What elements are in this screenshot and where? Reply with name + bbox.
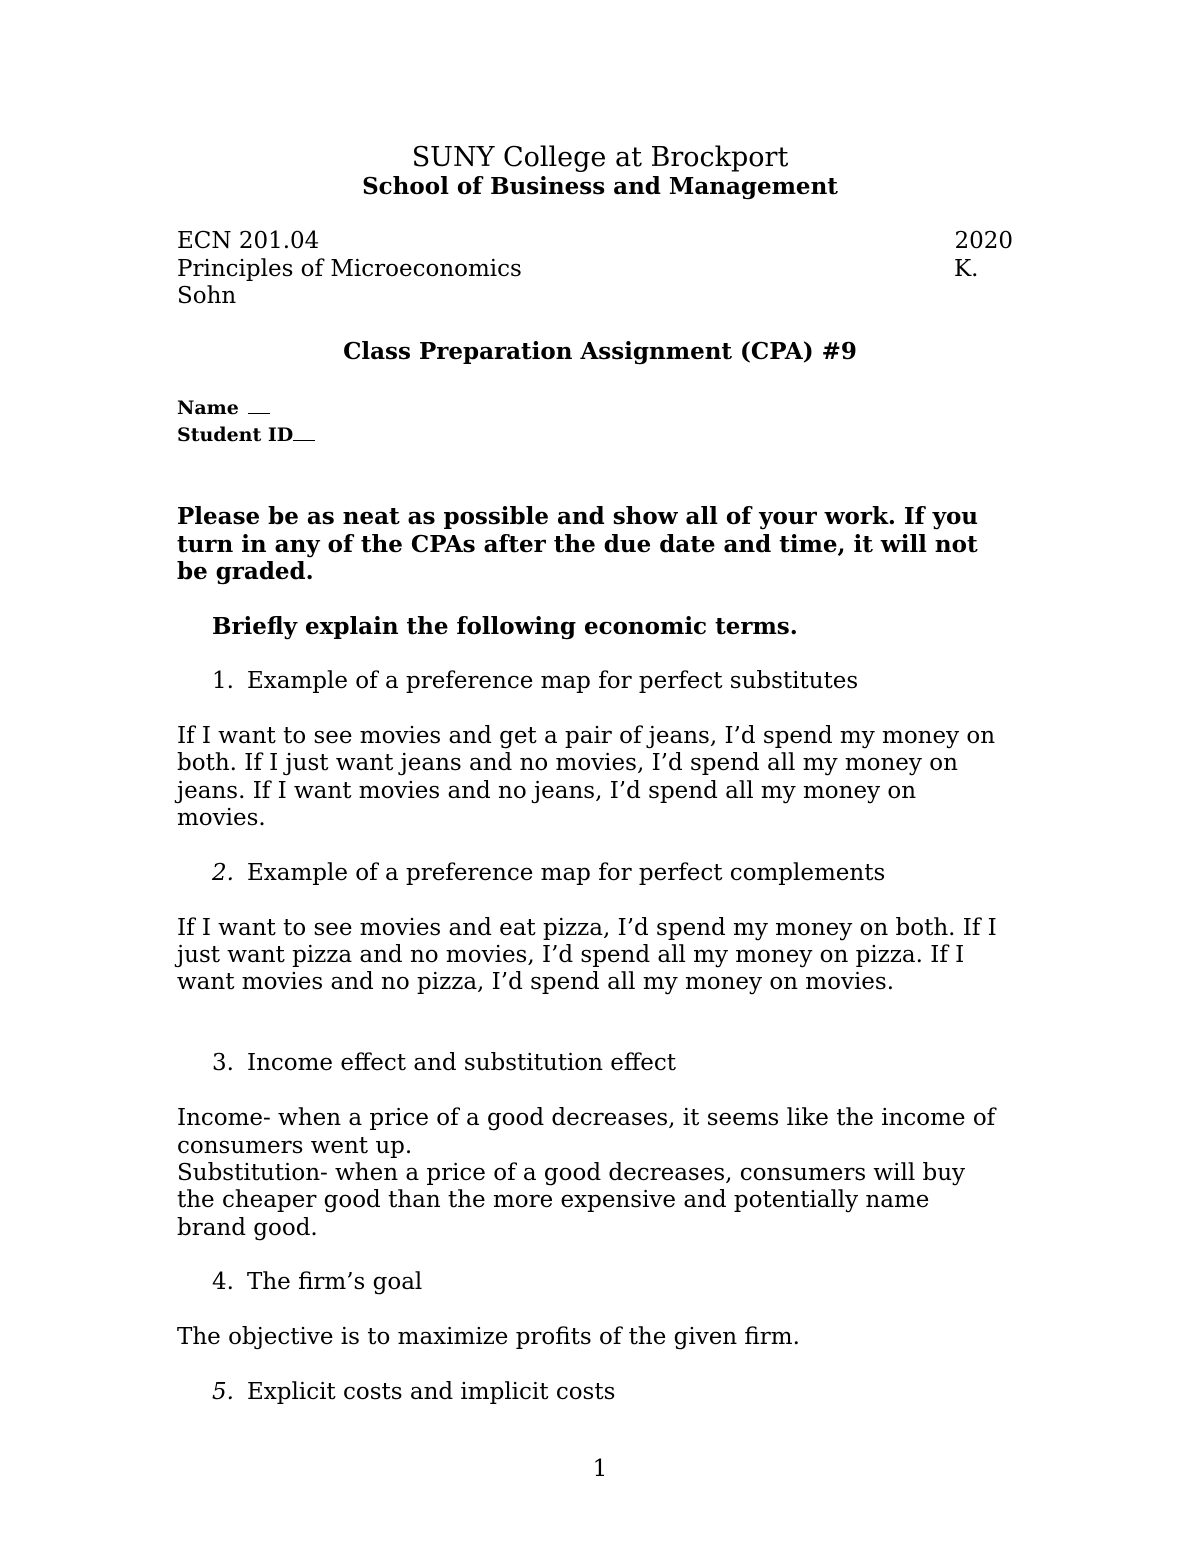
question-4-prompt: The firm’s goal xyxy=(247,1269,423,1295)
name-field[interactable] xyxy=(177,396,270,420)
page-number: 1 xyxy=(592,1456,608,1482)
instructor-initial: K. xyxy=(954,256,979,282)
answer-1-line: jeans. If I want movies and no jeans, I’d spend all my money on xyxy=(177,778,917,804)
answer-2-line: If I want to see movies and eat pizza, I’d spend my money on both. If I xyxy=(177,915,997,941)
answer-4-line: The objective is to maximize profits of the given firm. xyxy=(177,1324,800,1350)
answer-3-line: brand good. xyxy=(177,1215,318,1241)
name-label: Name xyxy=(177,397,239,419)
student-id-label: Student ID xyxy=(177,424,294,446)
instructor-surname: Sohn xyxy=(177,283,237,309)
student-id-blank[interactable] xyxy=(293,426,315,441)
assignment-title: Class Preparation Assignment (CPA) #9 xyxy=(343,338,857,365)
course-code: ECN 201.04 xyxy=(177,228,320,254)
instructions-line-2: turn in any of the CPAs after the due date and time, it will not xyxy=(177,531,978,558)
course-title: Principles of Microeconomics xyxy=(177,256,522,282)
question-3-prompt: Income effect and substitution effect xyxy=(247,1050,676,1076)
question-2-prompt: Example of a preference map for perfect complements xyxy=(247,860,886,886)
question-5-prompt: Explicit costs and implicit costs xyxy=(247,1379,616,1405)
institution-title: SUNY College at Brockport xyxy=(411,142,789,173)
answer-3-line: consumers went up. xyxy=(177,1133,413,1159)
answer-1-line: both. If I just want jeans and no movies, I’d spend all my money on xyxy=(177,750,958,776)
name-blank[interactable] xyxy=(248,399,270,414)
answer-3-line: the cheaper good than the more expensive and potentially name xyxy=(177,1187,930,1213)
question-4-number: 4. xyxy=(212,1269,234,1295)
school-title: School of Business and Management xyxy=(362,173,838,200)
instructions-line-1: Please be as neat as possible and show all of your work. If you xyxy=(177,503,979,530)
answer-3-line: Substitution- when a price of a good decreases, consumers will buy xyxy=(177,1160,966,1186)
question-3-number: 3. xyxy=(212,1050,234,1076)
question-1-number: 1. xyxy=(212,668,234,694)
answer-3-line: Income- when a price of a good decreases, it seems like the income of xyxy=(177,1105,996,1131)
question-1-prompt: Example of a preference map for perfect substitutes xyxy=(247,668,859,694)
student-id-field[interactable] xyxy=(177,423,315,447)
question-5-number: 5. xyxy=(212,1379,234,1405)
section-heading: Briefly explain the following economic terms. xyxy=(212,613,798,640)
course-year: 2020 xyxy=(954,228,1013,254)
instructions-line-3: be graded. xyxy=(177,558,314,585)
question-2-number: 2. xyxy=(212,860,234,886)
answer-1-line: If I want to see movies and get a pair of jeans, I’d spend my money on xyxy=(177,723,996,749)
answer-2-line: want movies and no pizza, I’d spend all my money on movies. xyxy=(177,969,895,995)
answer-1-line: movies. xyxy=(177,805,266,831)
answer-2-line: just want pizza and no movies, I’d spend all my money on pizza. If I xyxy=(177,942,965,968)
